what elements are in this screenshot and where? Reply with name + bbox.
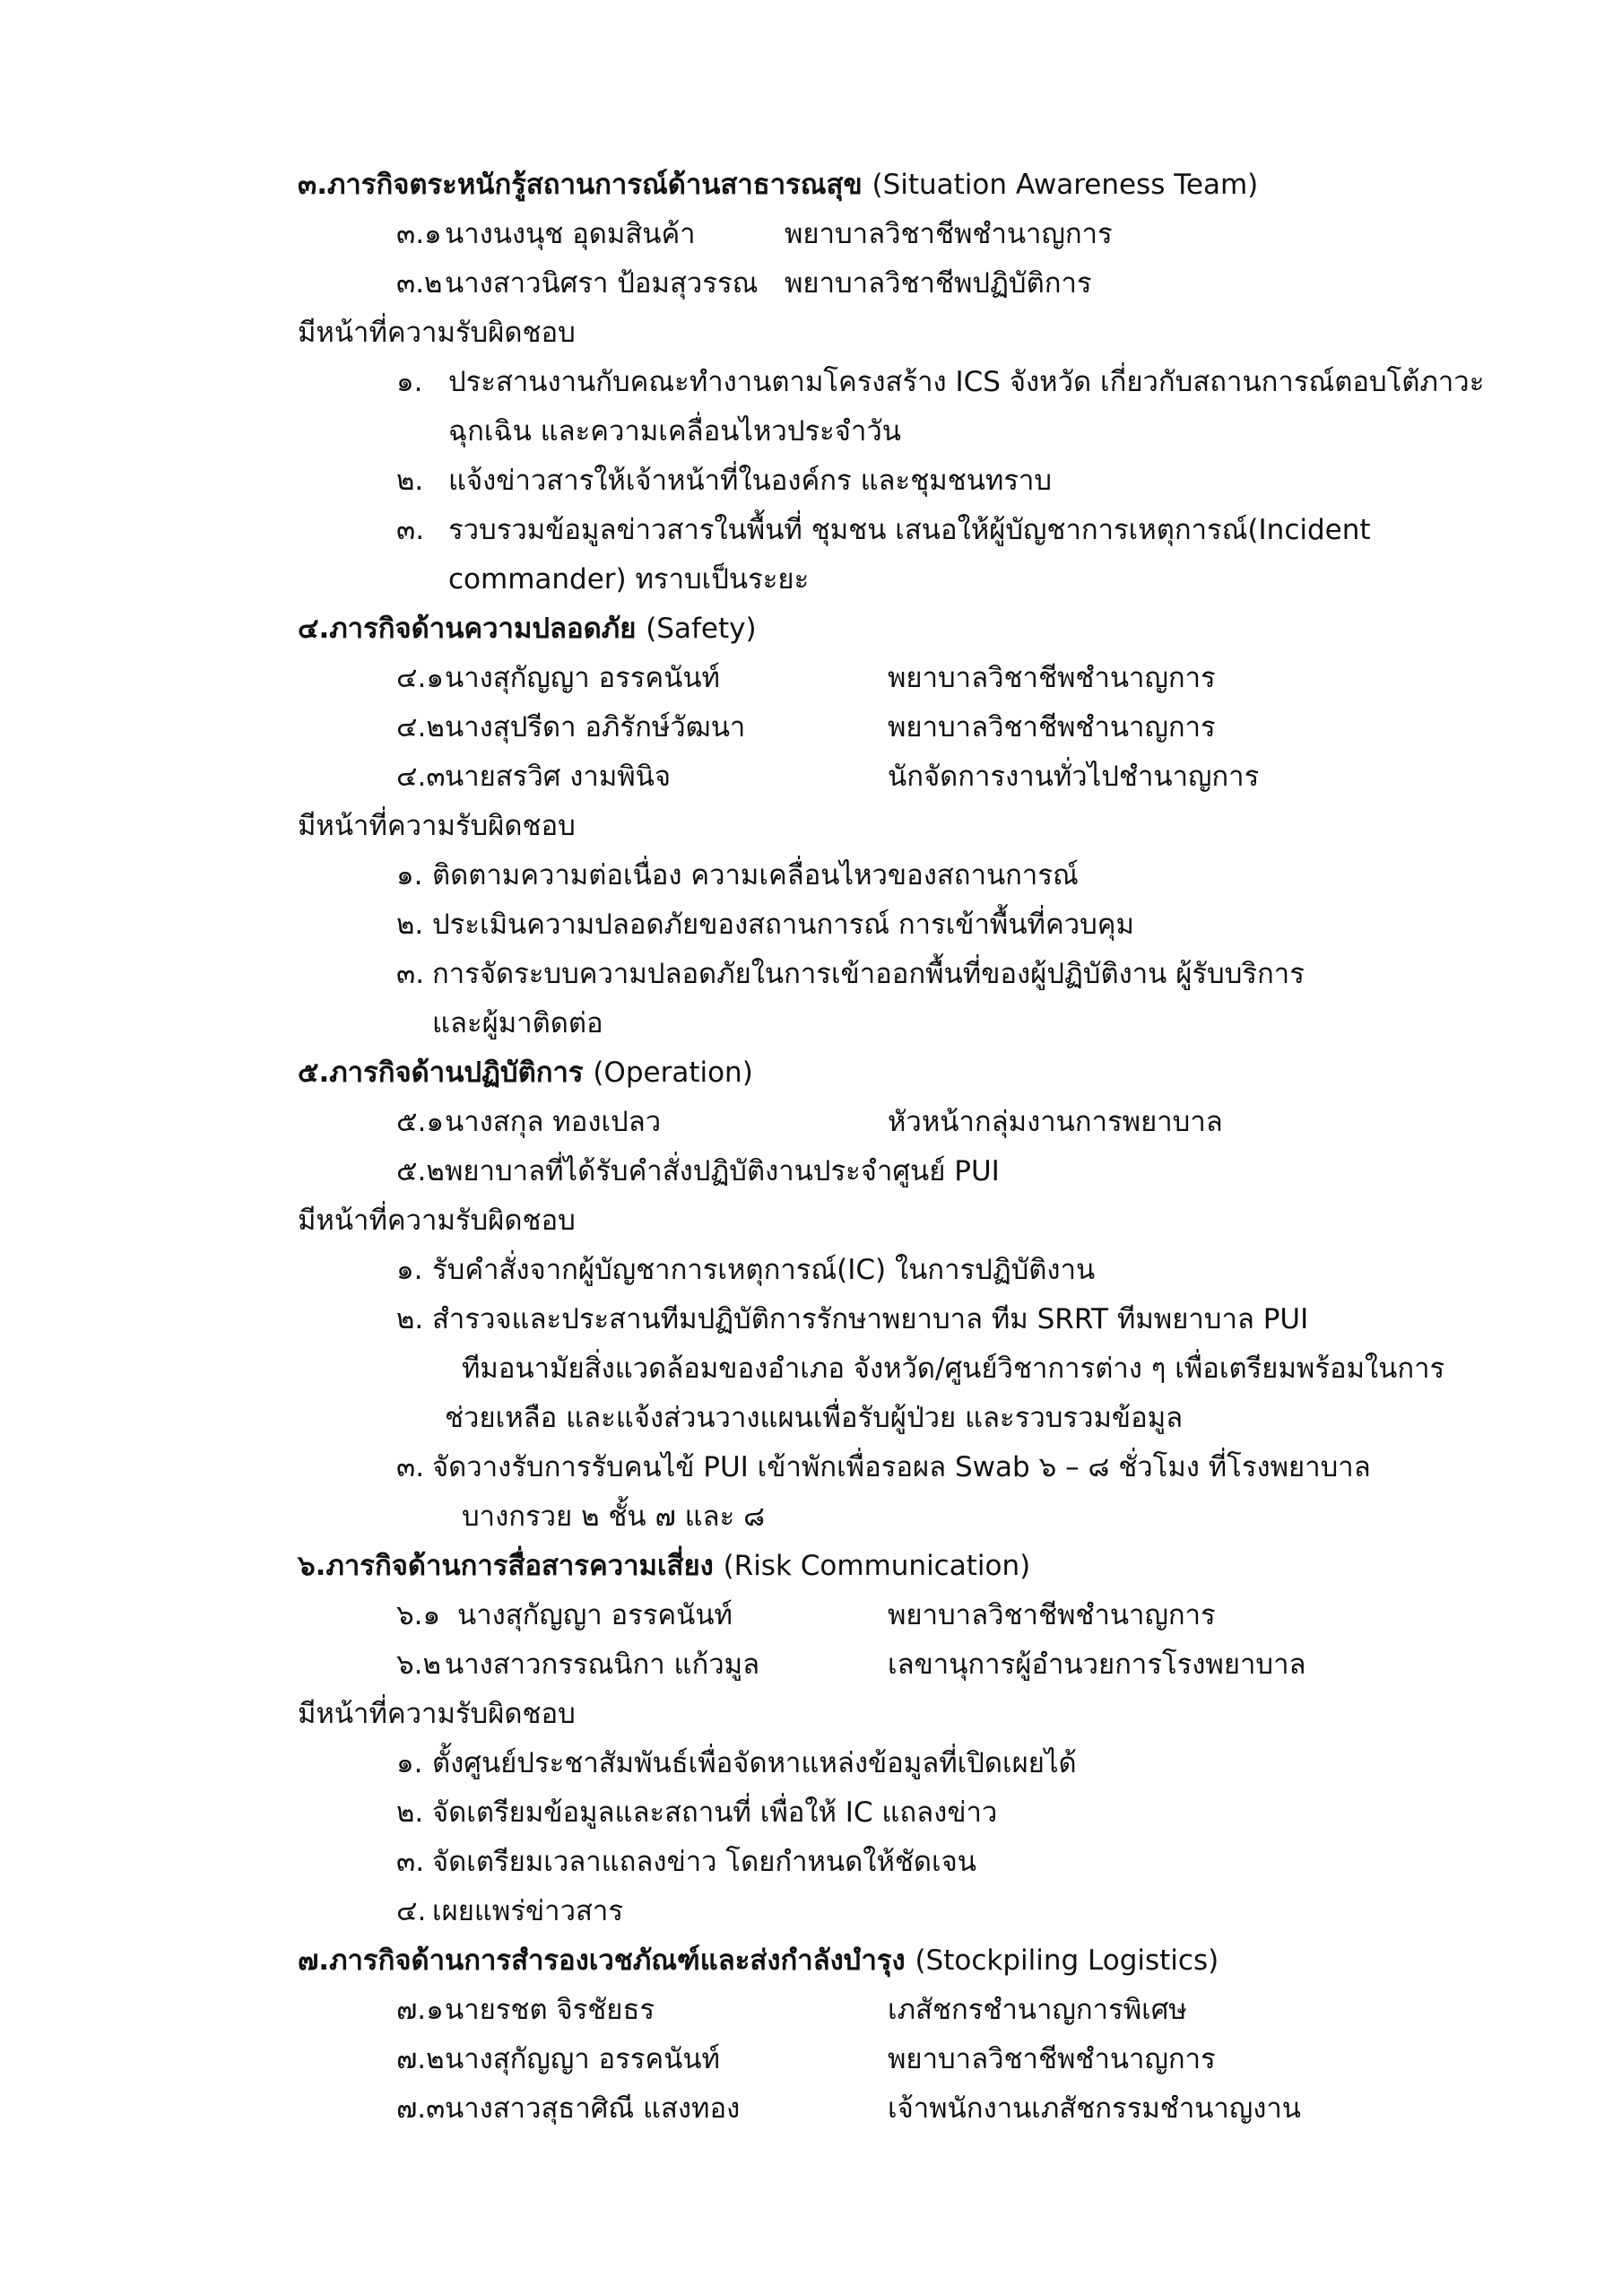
member-number: ๖.๑ (396, 1599, 441, 1631)
member-number: ๕.๑ (396, 1106, 444, 1138)
member-position: พยาบาลวิชาชีพชำนาญการ (888, 662, 1216, 694)
member-position: เลขานุการผู้อำนวยการโรงพยาบาล (888, 1648, 1306, 1681)
duty-continuation: ช่วยเหลือ และแจ้งส่วนวางแผนเพื่อรับผู้ป่วย และรวบรวมข้อมูล (445, 1402, 1184, 1434)
member-row (0, 1146, 1622, 1196)
responsibility-label: มีหน้าที่ความรับผิดชอบ (298, 1205, 576, 1237)
member-position: พยาบาลวิชาชีพปฏิบัติการ (785, 267, 1092, 300)
duty-item (0, 949, 1622, 999)
member-name: นายรชต จิรชัยธร (445, 1994, 655, 2026)
duty-number: ๒. (396, 1303, 424, 1335)
member-row (0, 752, 1622, 802)
member-row (0, 1097, 1622, 1147)
responsibility-label: มีหน้าที่ความรับผิดชอบ (298, 1698, 576, 1730)
duty-continuation: ทีมอนามัยสิ่งแวดล้อมของอำเภอ จังหวัด/ศูนย์วิชาการต่าง ๆ เพื่อเตรียมพร้อมในการ (462, 1352, 1445, 1385)
member-row (0, 2083, 1622, 2134)
duty-item (0, 1245, 1622, 1295)
member-row (0, 1590, 1622, 1640)
member-name: นางสุกัญญา อรรคนันท์ (445, 2043, 720, 2075)
member-name: นางสุกัญญา อรรคนันท์ (445, 662, 720, 694)
duty-item (0, 1738, 1622, 1788)
member-number: ๓.๑ (396, 218, 442, 250)
duty-item (0, 850, 1622, 900)
duty-item (0, 505, 1622, 555)
duty-text: เผยแพร่ข่าวสาร (432, 1895, 623, 1927)
duty-text: ประสานงานกับคณะทำงานตามโครงสร้าง ICS จังหวัด เกี่ยวกับสถานการณ์ตอบโต้ภาวะ (448, 366, 1485, 398)
member-number: ๗.๒ (396, 2043, 445, 2075)
member-number: ๗.๓ (396, 2092, 446, 2125)
member-number: ๔.๓ (396, 761, 446, 793)
duty-text: ติดตามความต่อเนื่อง ความเคลื่อนไหวของสถานการณ์ (432, 859, 1079, 891)
member-name: นางสาวกรรณนิกา แก้วมูล (445, 1648, 760, 1681)
section-heading-en: (Risk Communication) (723, 1550, 1031, 1582)
member-position: เจ้าพนักงานเภสัชกรรมชำนาญงาน (888, 2092, 1301, 2125)
section-heading-en: (Situation Awareness Team) (872, 169, 1259, 201)
duty-number: ๓. (396, 514, 425, 546)
duty-item (0, 357, 1622, 407)
duty-text: สำรวจและประสานทีมปฏิบัติการรักษาพยาบาล ทีม SRRT ทีมพยาบาล PUI (432, 1303, 1309, 1335)
section-heading-text: ๖.ภารกิจด้านการสื่อสารความเสี่ยง (298, 1550, 714, 1582)
member-name: นางสาวสุธาศิณี แสงทอง (445, 2092, 741, 2125)
member-position: พยาบาลวิชาชีพชำนาญการ (888, 1599, 1216, 1631)
section-heading (0, 1541, 1622, 1591)
duty-item (0, 1886, 1622, 1936)
duty-item (0, 1787, 1622, 1838)
member-position: พยาบาลวิชาชีพชำนาญการ (888, 711, 1216, 744)
section-heading (0, 604, 1622, 654)
duty-continuation: และผู้มาติดต่อ (432, 1007, 603, 1039)
duty-continuation: commander) ทราบเป็นระยะ (448, 563, 810, 596)
member-name: นายสรวิศ งามพินิจ (445, 761, 672, 793)
duty-number: ๒. (396, 1796, 424, 1829)
duty-number: ๒. (396, 909, 424, 941)
duty-number: ๑. (396, 1747, 423, 1779)
duty-number: ๓. (396, 1451, 425, 1483)
duty-number: ๒. (396, 465, 424, 497)
member-position: นักจัดการงานทั่วไปชำนาญการ (888, 761, 1260, 793)
duty-item (0, 1442, 1622, 1492)
duty-item (0, 456, 1622, 506)
duty-text: จัดเตรียมข้อมูลและสถานที่ เพื่อให้ IC แถลงข่าว (432, 1796, 998, 1829)
section-heading-en: (Stockpiling Logistics) (915, 1944, 1219, 1977)
member-row (0, 1985, 1622, 2035)
member-number: ๗.๑ (396, 1994, 444, 2026)
duty-number: ๑. (396, 859, 423, 891)
section-heading (0, 1048, 1622, 1098)
member-name: พยาบาลที่ได้รับคำสั่งปฏิบัติงานประจำศูนย์ PUI (445, 1155, 1000, 1187)
section-heading-text: ๗.ภารกิจด้านการสำรองเวชภัณฑ์และส่งกำลังบำรุง (298, 1944, 906, 1977)
member-row (0, 1639, 1622, 1690)
duty-text: ตั้งศูนย์ประชาสัมพันธ์เพื่อจัดหาแหล่งข้อมูลที่เปิดเผยได้ (432, 1747, 1077, 1779)
member-row (0, 258, 1622, 309)
duty-text: รวบรวมข้อมูลข่าวสารในพื้นที่ ชุมชน เสนอให้ผู้บัญชาการเหตุการณ์(Incident (448, 514, 1371, 546)
duty-text: รับคำสั่งจากผู้บัญชาการเหตุการณ์(IC) ในการปฏิบัติงาน (432, 1254, 1096, 1286)
member-row (0, 702, 1622, 752)
member-row (0, 2034, 1622, 2084)
duty-text: แจ้งข่าวสารให้เจ้าหน้าที่ในองค์กร และชุมชนทราบ (448, 465, 1053, 497)
member-position: เภสัชกรชำนาญการพิเศษ (888, 1994, 1187, 2026)
duty-number: ๓. (396, 958, 425, 990)
member-number: ๓.๒ (396, 267, 443, 300)
member-number: ๔.๒ (396, 711, 445, 744)
duty-number: ๑. (396, 1254, 423, 1286)
section-heading (0, 160, 1622, 210)
duty-text: จัดเตรียมเวลาแถลงข่าว โดยกำหนดให้ชัดเจน (432, 1846, 976, 1878)
section-heading-text: ๔.ภารกิจด้านความปลอดภัย (298, 613, 637, 645)
duty-item (0, 1294, 1622, 1344)
duty-number: ๔. (396, 1895, 427, 1927)
member-position: หัวหน้ากลุ่มงานการพยาบาล (888, 1106, 1223, 1138)
member-name: นางสาวนิศรา ป้อมสุวรรณ (445, 267, 759, 300)
member-number: ๔.๑ (396, 662, 444, 694)
duty-item (0, 900, 1622, 950)
duty-continuation: ฉุกเฉิน และความเคลื่อนไหวประจำวัน (448, 415, 901, 448)
duty-number: ๓. (396, 1846, 425, 1878)
member-position: พยาบาลวิชาชีพชำนาญการ (888, 2043, 1216, 2075)
member-row (0, 209, 1622, 259)
member-position: พยาบาลวิชาชีพชำนาญการ (785, 218, 1113, 250)
member-name: นางนงนุช อุดมสินค้า (445, 218, 696, 250)
member-name: นางสกุล ทองเปลว (445, 1106, 662, 1138)
section-heading-text: ๓.ภารกิจตระหนักรู้สถานการณ์ด้านสาธารณสุข (298, 169, 863, 201)
member-number: ๖.๒ (396, 1648, 441, 1681)
section-heading-text: ๕.ภารกิจด้านปฏิบัติการ (298, 1057, 584, 1089)
member-number: ๕.๒ (396, 1155, 445, 1187)
section-heading (0, 1935, 1622, 1986)
section-heading-en: (Operation) (593, 1057, 753, 1089)
member-name: นางสุกัญญา อรรคนันท์ (457, 1599, 733, 1631)
member-name: นางสุปรีดา อภิรักษ์วัฒนา (445, 711, 746, 744)
responsibility-label: มีหน้าที่ความรับผิดชอบ (298, 810, 576, 842)
duty-number: ๑. (396, 366, 423, 398)
member-row (0, 653, 1622, 703)
section-heading-en: (Safety) (646, 613, 757, 645)
duty-text: จัดวางรับการรับคนไข้ PUI เข้าพักเพื่อรอผล Swab ๖ – ๘ ชั่วโมง ที่โรงพยาบาล (432, 1451, 1371, 1483)
duty-continuation: บางกรวย ๒ ชั้น ๗ และ ๘ (462, 1500, 766, 1533)
duty-text: การจัดระบบความปลอดภัยในการเข้าออกพื้นที่ของผู้ปฏิบัติงาน ผู้รับบริการ (432, 958, 1305, 990)
duty-text: ประเมินความปลอดภัยของสถานการณ์ การเข้าพื้นที่ควบคุม (432, 909, 1134, 941)
duty-item (0, 1837, 1622, 1887)
responsibility-label: มีหน้าที่ความรับผิดชอบ (298, 317, 576, 349)
